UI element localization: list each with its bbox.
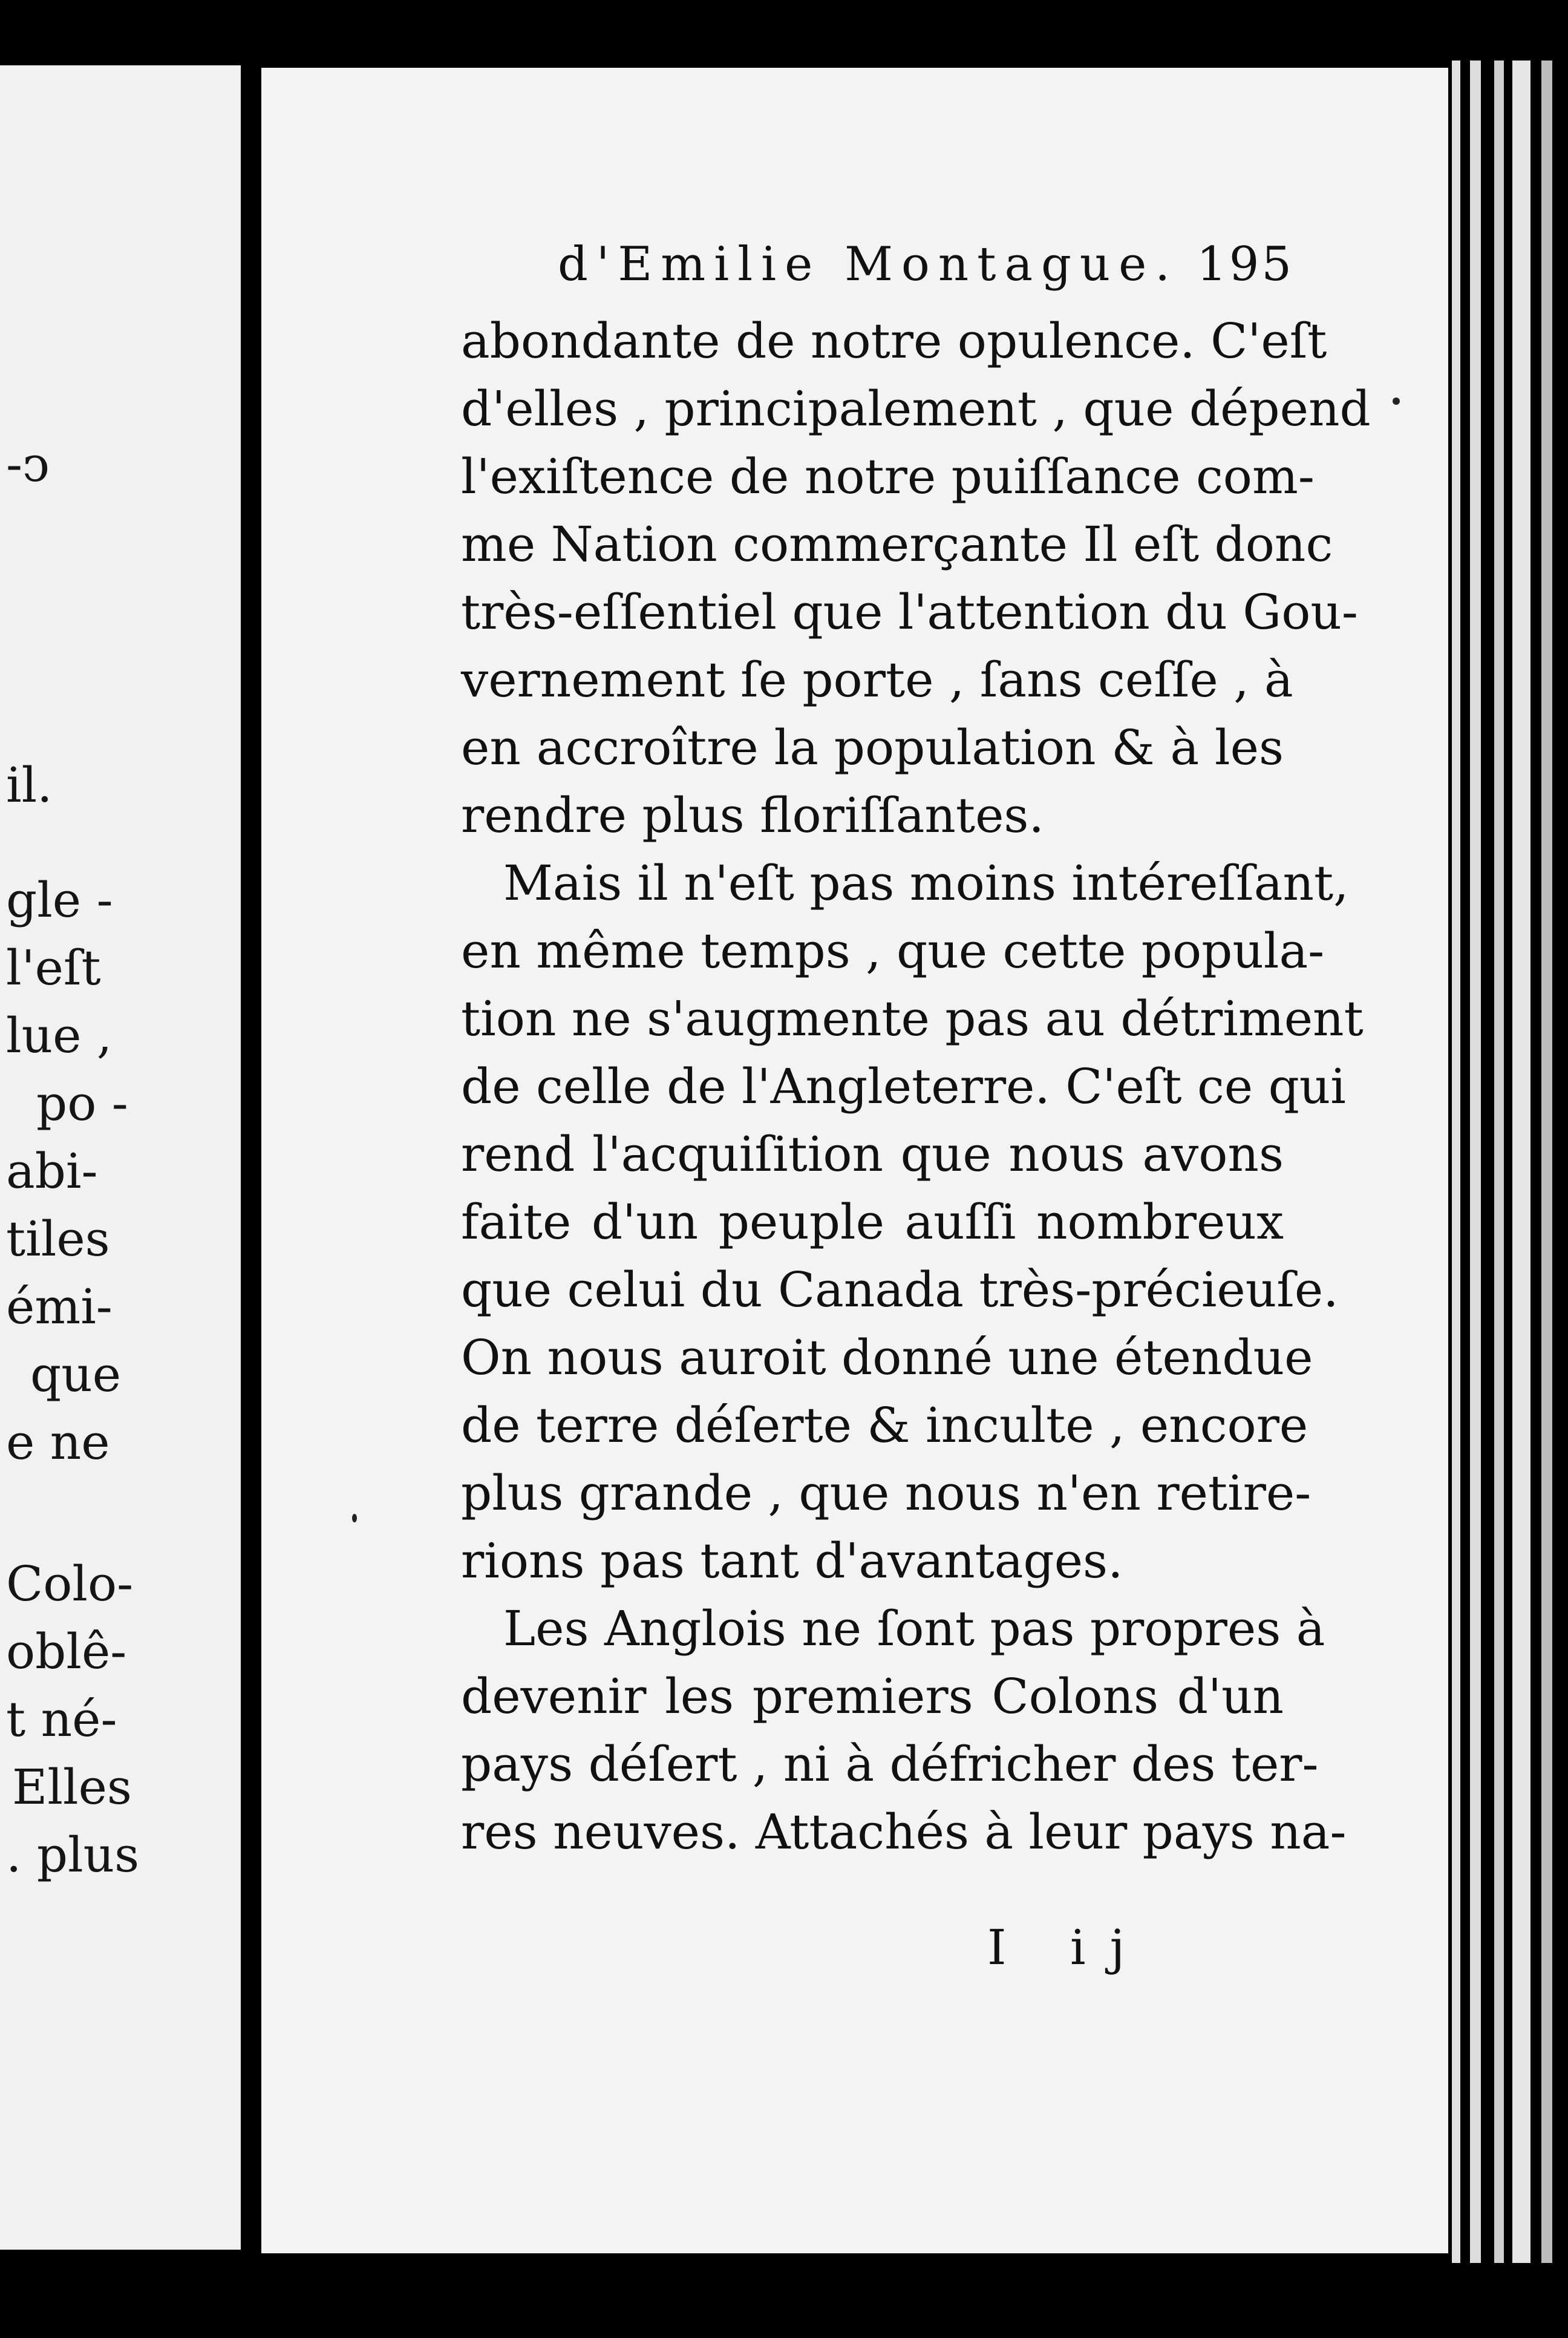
left-fragment: l'eſt (6, 940, 101, 996)
text-line: de terre déſerte & inculte , encore (461, 1397, 1308, 1453)
left-fragment: émi- (6, 1279, 113, 1335)
text-line: que celui du Canada très-précieuſe. (461, 1262, 1339, 1318)
text-line: de celle de l'Angleterre. C'eſt ce qui (461, 1058, 1346, 1115)
text-line: d'elles , principalement , que dépend (461, 381, 1371, 437)
text-line: devenir les premiers Colons d'un (461, 1668, 1284, 1724)
page-edge (1541, 61, 1552, 2263)
left-fragment: Colo- (6, 1556, 134, 1612)
left-fragment: abi- (6, 1143, 98, 1199)
left-fragment: . plus (6, 1827, 140, 1883)
page-edge (1470, 61, 1481, 2263)
left-fragment: gle - (6, 872, 113, 928)
left-fragment: lue , (6, 1007, 113, 1064)
text-line: faite d'un peuple auſſi nombreux (461, 1194, 1284, 1250)
text-line: en même temps , que cette popula- (461, 923, 1325, 979)
left-fragment: il. (6, 757, 53, 813)
text-line: Les Anglois ne ſont pas propres à (503, 1600, 1325, 1657)
text-line: plus grande , que nous n'en retire- (461, 1465, 1312, 1521)
left-fragment: tiles (6, 1211, 110, 1267)
text-line: tion ne s'augmente pas au détriment (461, 991, 1364, 1047)
page-edge (1512, 61, 1530, 2263)
page-edge (1494, 61, 1504, 2263)
body-text (461, 307, 1371, 1866)
text-line: me Nation commerçante Il eſt donc (461, 516, 1333, 572)
left-fragment: -ↄ (6, 436, 50, 493)
text-line: On nous auroit donné une étendue (461, 1329, 1313, 1386)
left-facing-page (0, 65, 241, 2250)
signature-mark: I ij (987, 1919, 1149, 1976)
text-line: rendre plus floriſſantes. (461, 787, 1044, 843)
text-line: abondante de notre opulence. C'eſt (461, 313, 1327, 369)
left-fragment: oblê- (6, 1623, 127, 1680)
text-line: rions pas tant d'avantages. (461, 1533, 1123, 1589)
scan-speck (352, 1514, 357, 1522)
left-fragment: e ne (6, 1414, 110, 1470)
right-page (261, 68, 1448, 2253)
left-fragment: Elles (12, 1759, 132, 1815)
text-line: l'exiſtence de notre puiſſance com- (461, 448, 1315, 505)
text-line: en accroître la population & à les (461, 719, 1284, 776)
scan-speck (1393, 398, 1400, 405)
left-fragment: t né- (6, 1691, 117, 1747)
text-line: très-eſſentiel que l'attention du Gou- (461, 584, 1358, 640)
running-head-title: d'Emilie Montague. (558, 237, 1179, 292)
text-line: pays déſert , ni à défricher des ter- (461, 1736, 1319, 1792)
text-line: res neuves. Attachés à leur pays na- (461, 1804, 1347, 1860)
left-fragment: que (30, 1346, 122, 1403)
page-number: 195 (1197, 237, 1294, 292)
left-fragment: po - (36, 1075, 128, 1131)
text-line: vernement ſe porte , ſans ceſſe , à (461, 652, 1293, 708)
text-line: Mais il n'eſt pas moins intéreſſant, (503, 855, 1349, 911)
running-head (558, 237, 1387, 304)
text-line: rend l'acquiſition que nous avons (461, 1126, 1284, 1182)
page-edge (1452, 61, 1460, 2263)
